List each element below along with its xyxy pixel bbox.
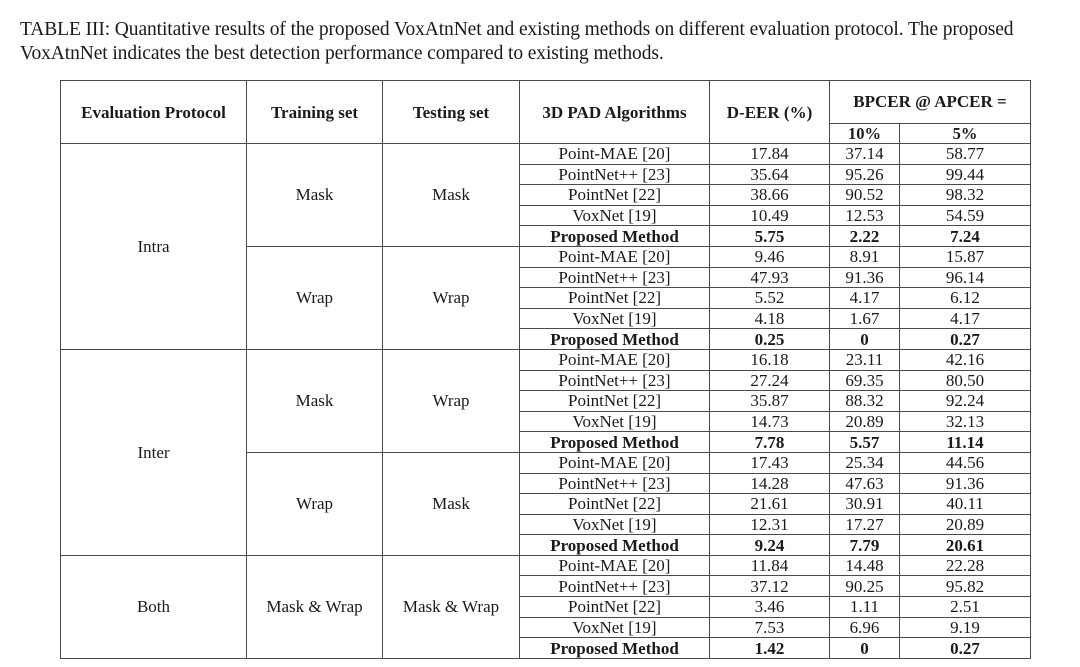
algorithm-cell: PointNet [22] [520, 391, 710, 412]
algorithm-cell: PointNet [22] [520, 494, 710, 515]
algorithm-cell: PointNet [22] [520, 597, 710, 618]
bpcer-5-cell: 32.13 [900, 411, 1031, 432]
bpcer-5-cell: 99.44 [900, 164, 1031, 185]
d-eer-cell: 14.28 [710, 473, 830, 494]
header-evaluation-protocol: Evaluation Protocol [61, 81, 247, 144]
table-caption: TABLE III: Quantitative results of the proposed VoxAtnNet and existing methods on different evaluation protocol. The proposed VoxAtnNet indicates the best detection performance compared to existing methods. [20, 19, 1014, 64]
training-set-cell: Wrap [247, 246, 383, 349]
bpcer-5-cell: 96.14 [900, 267, 1031, 288]
bpcer-10-cell: 25.34 [830, 452, 900, 473]
training-set-cell: Mask & Wrap [247, 555, 383, 658]
bpcer-5-cell: 15.87 [900, 246, 1031, 267]
bpcer-10-cell: 0 [830, 638, 900, 659]
d-eer-cell: 35.64 [710, 164, 830, 185]
bpcer-5-cell: 95.82 [900, 576, 1031, 597]
algorithm-cell: PointNet [22] [520, 288, 710, 309]
bpcer-5-cell: 54.59 [900, 205, 1031, 226]
training-set-cell: Wrap [247, 452, 383, 555]
bpcer-5-cell: 91.36 [900, 473, 1031, 494]
bpcer-5-cell: 80.50 [900, 370, 1031, 391]
bpcer-10-cell: 2.22 [830, 226, 900, 247]
bpcer-5-cell: 44.56 [900, 452, 1031, 473]
header-d-eer: D-EER (%) [710, 81, 830, 144]
bpcer-5-cell: 92.24 [900, 391, 1031, 412]
algorithm-cell: PointNet++ [23] [520, 370, 710, 391]
testing-set-cell: Wrap [383, 349, 520, 452]
results-table [60, 80, 1031, 659]
training-set-cell: Mask [247, 144, 383, 247]
table-row [61, 144, 1031, 165]
bpcer-10-cell: 14.48 [830, 555, 900, 576]
bpcer-10-cell: 17.27 [830, 514, 900, 535]
testing-set-cell: Wrap [383, 246, 520, 349]
bpcer-10-cell: 23.11 [830, 349, 900, 370]
bpcer-5-cell: 9.19 [900, 617, 1031, 638]
d-eer-cell: 21.61 [710, 494, 830, 515]
algorithm-cell: PointNet [22] [520, 185, 710, 206]
d-eer-cell: 14.73 [710, 411, 830, 432]
bpcer-5-cell: 22.28 [900, 555, 1031, 576]
d-eer-cell: 10.49 [710, 205, 830, 226]
bpcer-10-cell: 88.32 [830, 391, 900, 412]
d-eer-cell: 11.84 [710, 555, 830, 576]
algorithm-cell: PointNet++ [23] [520, 576, 710, 597]
bpcer-10-cell: 6.96 [830, 617, 900, 638]
bpcer-10-cell: 8.91 [830, 246, 900, 267]
algorithm-cell: Proposed Method [520, 226, 710, 247]
algorithm-cell: Proposed Method [520, 432, 710, 453]
bpcer-5-cell: 7.24 [900, 226, 1031, 247]
d-eer-cell: 38.66 [710, 185, 830, 206]
d-eer-cell: 5.52 [710, 288, 830, 309]
algorithm-cell: Point-MAE [20] [520, 349, 710, 370]
header-apcer-5: 5% [900, 124, 1031, 144]
d-eer-cell: 7.53 [710, 617, 830, 638]
table-row [61, 349, 1031, 370]
bpcer-10-cell: 0 [830, 329, 900, 350]
bpcer-10-cell: 1.67 [830, 308, 900, 329]
bpcer-5-cell: 20.89 [900, 514, 1031, 535]
table-body [61, 144, 1031, 659]
testing-set-cell: Mask [383, 144, 520, 247]
bpcer-10-cell: 90.25 [830, 576, 900, 597]
d-eer-cell: 27.24 [710, 370, 830, 391]
d-eer-cell: 4.18 [710, 308, 830, 329]
header-bpcer-apcer: BPCER @ APCER = [830, 81, 1031, 124]
algorithm-cell: Proposed Method [520, 638, 710, 659]
d-eer-cell: 3.46 [710, 597, 830, 618]
bpcer-5-cell: 0.27 [900, 329, 1031, 350]
testing-set-cell: Mask [383, 452, 520, 555]
bpcer-5-cell: 58.77 [900, 144, 1031, 165]
algorithm-cell: Point-MAE [20] [520, 555, 710, 576]
bpcer-10-cell: 47.63 [830, 473, 900, 494]
header-testing-set: Testing set [383, 81, 520, 144]
algorithm-cell: VoxNet [19] [520, 205, 710, 226]
bpcer-10-cell: 7.79 [830, 535, 900, 556]
d-eer-cell: 9.46 [710, 246, 830, 267]
bpcer-5-cell: 2.51 [900, 597, 1031, 618]
bpcer-5-cell: 42.16 [900, 349, 1031, 370]
d-eer-cell: 5.75 [710, 226, 830, 247]
d-eer-cell: 9.24 [710, 535, 830, 556]
bpcer-10-cell: 12.53 [830, 205, 900, 226]
protocol-cell: Both [61, 555, 247, 658]
algorithm-cell: Proposed Method [520, 535, 710, 556]
algorithm-cell: VoxNet [19] [520, 514, 710, 535]
d-eer-cell: 17.43 [710, 452, 830, 473]
bpcer-5-cell: 11.14 [900, 432, 1031, 453]
algorithm-cell: Proposed Method [520, 329, 710, 350]
algorithm-cell: Point-MAE [20] [520, 452, 710, 473]
algorithm-cell: PointNet++ [23] [520, 267, 710, 288]
algorithm-cell: VoxNet [19] [520, 308, 710, 329]
d-eer-cell: 7.78 [710, 432, 830, 453]
bpcer-10-cell: 91.36 [830, 267, 900, 288]
header-3d-pad-algorithms: 3D PAD Algorithms [520, 81, 710, 144]
bpcer-5-cell: 6.12 [900, 288, 1031, 309]
d-eer-cell: 47.93 [710, 267, 830, 288]
bpcer-10-cell: 95.26 [830, 164, 900, 185]
header-apcer-10: 10% [830, 124, 900, 144]
bpcer-5-cell: 40.11 [900, 494, 1031, 515]
bpcer-10-cell: 1.11 [830, 597, 900, 618]
algorithm-cell: Point-MAE [20] [520, 246, 710, 267]
bpcer-10-cell: 4.17 [830, 288, 900, 309]
header-training-set: Training set [247, 81, 383, 144]
protocol-cell: Inter [61, 349, 247, 555]
testing-set-cell: Mask & Wrap [383, 555, 520, 658]
d-eer-cell: 17.84 [710, 144, 830, 165]
d-eer-cell: 37.12 [710, 576, 830, 597]
bpcer-5-cell: 4.17 [900, 308, 1031, 329]
algorithm-cell: PointNet++ [23] [520, 164, 710, 185]
algorithm-cell: VoxNet [19] [520, 411, 710, 432]
bpcer-5-cell: 0.27 [900, 638, 1031, 659]
d-eer-cell: 0.25 [710, 329, 830, 350]
bpcer-10-cell: 90.52 [830, 185, 900, 206]
bpcer-10-cell: 30.91 [830, 494, 900, 515]
algorithm-cell: PointNet++ [23] [520, 473, 710, 494]
bpcer-10-cell: 69.35 [830, 370, 900, 391]
bpcer-10-cell: 37.14 [830, 144, 900, 165]
bpcer-10-cell: 20.89 [830, 411, 900, 432]
d-eer-cell: 12.31 [710, 514, 830, 535]
d-eer-cell: 16.18 [710, 349, 830, 370]
table-row [61, 555, 1031, 576]
d-eer-cell: 35.87 [710, 391, 830, 412]
training-set-cell: Mask [247, 349, 383, 452]
algorithm-cell: Point-MAE [20] [520, 144, 710, 165]
bpcer-5-cell: 98.32 [900, 185, 1031, 206]
bpcer-5-cell: 20.61 [900, 535, 1031, 556]
algorithm-cell: VoxNet [19] [520, 617, 710, 638]
d-eer-cell: 1.42 [710, 638, 830, 659]
protocol-cell: Intra [61, 144, 247, 350]
bpcer-10-cell: 5.57 [830, 432, 900, 453]
